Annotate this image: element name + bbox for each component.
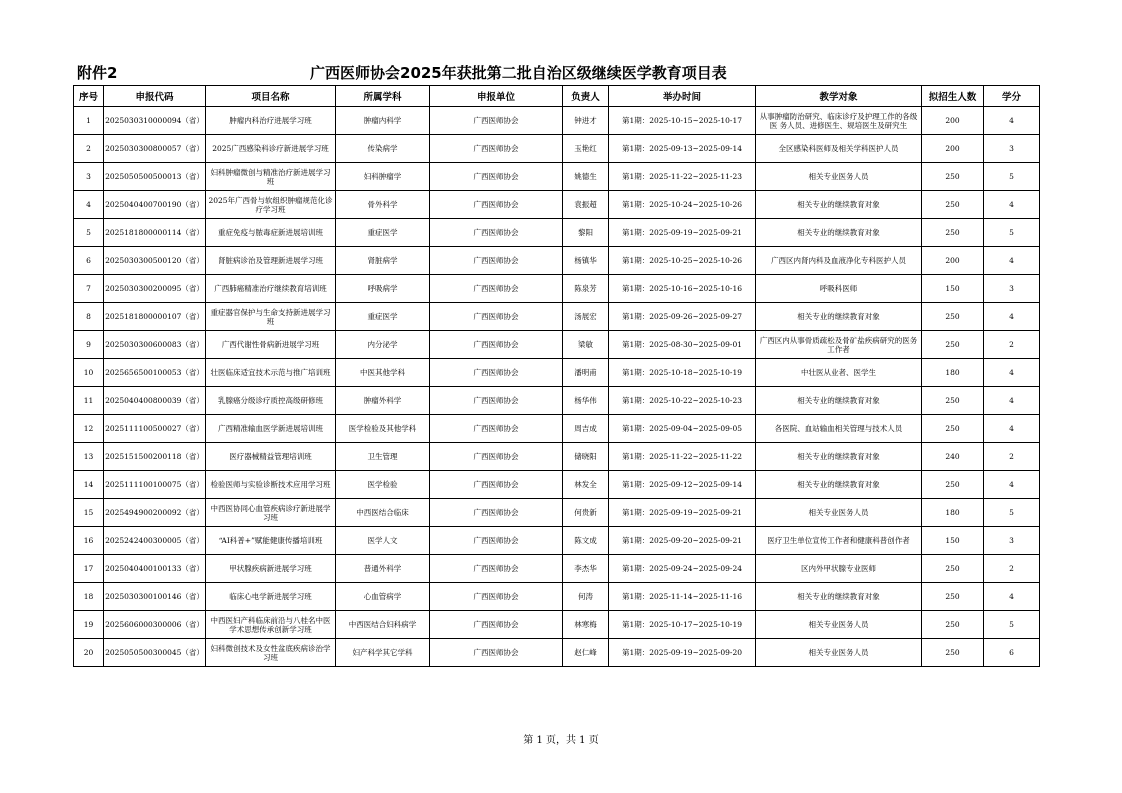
cell-code: 2025111100100075（省） bbox=[104, 471, 206, 499]
cell-discipline: 医学人文 bbox=[336, 527, 430, 555]
table-row bbox=[74, 303, 1040, 331]
cell-unit: 广西医师协会 bbox=[430, 191, 563, 219]
column-header-seq: 序号 bbox=[74, 86, 104, 107]
cell-target: 相关专业医务人员 bbox=[756, 639, 922, 667]
cell-time: 第1期：2025-09-19~2025-09-21 bbox=[609, 219, 756, 247]
cell-seq: 18 bbox=[74, 583, 104, 611]
cell-project: 壮医临床适宜技术示范与推广培训班 bbox=[206, 359, 336, 387]
cell-seq: 2 bbox=[74, 135, 104, 163]
page-title: 广西医师协会2025年获批第二批自治区级继续医学教育项目表 bbox=[310, 64, 727, 82]
cell-code: 2025181800000114（省） bbox=[104, 219, 206, 247]
cell-unit: 广西医师协会 bbox=[430, 219, 563, 247]
cell-code: 2025030300600083（省） bbox=[104, 331, 206, 359]
cell-unit: 广西医师协会 bbox=[430, 275, 563, 303]
cell-project: “AI科普+”赋能健康传播培训班 bbox=[206, 527, 336, 555]
cell-time: 第1期：2025-09-12~2025-09-14 bbox=[609, 471, 756, 499]
cell-discipline: 中西医结合临床 bbox=[336, 499, 430, 527]
cell-target: 相关专业的继续教育对象 bbox=[756, 471, 922, 499]
cell-leader: 杨镇华 bbox=[563, 247, 609, 275]
cell-time: 第1期：2025-10-24~2025-10-26 bbox=[609, 191, 756, 219]
cell-unit: 广西医师协会 bbox=[430, 359, 563, 387]
cell-discipline: 妇科肿瘤学 bbox=[336, 163, 430, 191]
cell-leader: 林寒梅 bbox=[563, 611, 609, 639]
cell-leader: 杨华伟 bbox=[563, 387, 609, 415]
cell-leader: 梁敏 bbox=[563, 331, 609, 359]
cell-leader: 玉艳红 bbox=[563, 135, 609, 163]
cell-credits: 2 bbox=[984, 555, 1040, 583]
attachment-label: 附件2 bbox=[77, 64, 118, 82]
cell-project: 广西代谢性骨病新进展学习班 bbox=[206, 331, 336, 359]
cell-discipline: 骨外科学 bbox=[336, 191, 430, 219]
cell-discipline: 重症医学 bbox=[336, 303, 430, 331]
cell-code: 2025181800000107（省） bbox=[104, 303, 206, 331]
cell-seq: 6 bbox=[74, 247, 104, 275]
cell-code: 2025030300100146（省） bbox=[104, 583, 206, 611]
cell-unit: 广西医师协会 bbox=[430, 471, 563, 499]
cell-project: 广西肺癌精准治疗继续教育培训班 bbox=[206, 275, 336, 303]
cell-credits: 3 bbox=[984, 135, 1040, 163]
cell-credits: 4 bbox=[984, 359, 1040, 387]
cell-time: 第1期：2025-10-25~2025-10-26 bbox=[609, 247, 756, 275]
cell-credits: 5 bbox=[984, 499, 1040, 527]
cell-target: 各医院、血站输血相关管理与技术人员 bbox=[756, 415, 922, 443]
cell-enrollment: 250 bbox=[922, 163, 984, 191]
cell-project: 甲状腺疾病新进展学习班 bbox=[206, 555, 336, 583]
cell-discipline: 肿瘤内科学 bbox=[336, 107, 430, 135]
cell-seq: 4 bbox=[74, 191, 104, 219]
cell-project: 乳腺癌分级诊疗质控高级研修班 bbox=[206, 387, 336, 415]
cell-credits: 4 bbox=[984, 415, 1040, 443]
cell-project: 肿瘤内科治疗进展学习班 bbox=[206, 107, 336, 135]
cell-target: 医疗卫生单位宣传工作者和健康科普创作者 bbox=[756, 527, 922, 555]
cell-unit: 广西医师协会 bbox=[430, 303, 563, 331]
table-row bbox=[74, 499, 1040, 527]
table-row bbox=[74, 247, 1040, 275]
cell-time: 第1期：2025-09-20~2025-09-21 bbox=[609, 527, 756, 555]
cell-credits: 5 bbox=[984, 163, 1040, 191]
cell-time: 第1期：2025-09-24~2025-09-24 bbox=[609, 555, 756, 583]
cell-project: 临床心电学新进展学习班 bbox=[206, 583, 336, 611]
cell-time: 第1期：2025-11-22~2025-11-22 bbox=[609, 443, 756, 471]
cell-unit: 广西医师协会 bbox=[430, 387, 563, 415]
cell-leader: 林发全 bbox=[563, 471, 609, 499]
cell-code: 2025050500300045（省） bbox=[104, 639, 206, 667]
cell-seq: 9 bbox=[74, 331, 104, 359]
cell-code: 2025050500500013（省） bbox=[104, 163, 206, 191]
cell-code: 2025656500100053（省） bbox=[104, 359, 206, 387]
cell-enrollment: 200 bbox=[922, 247, 984, 275]
cell-enrollment: 250 bbox=[922, 331, 984, 359]
cell-discipline: 呼吸病学 bbox=[336, 275, 430, 303]
cell-seq: 19 bbox=[74, 611, 104, 639]
cell-seq: 5 bbox=[74, 219, 104, 247]
table-row bbox=[74, 331, 1040, 359]
cell-leader: 汤展宏 bbox=[563, 303, 609, 331]
cell-code: 2025040400800039（省） bbox=[104, 387, 206, 415]
cell-seq: 17 bbox=[74, 555, 104, 583]
cell-credits: 4 bbox=[984, 387, 1040, 415]
cell-enrollment: 250 bbox=[922, 639, 984, 667]
cell-discipline: 内分泌学 bbox=[336, 331, 430, 359]
cell-leader: 李杰华 bbox=[563, 555, 609, 583]
cell-leader: 黎阳 bbox=[563, 219, 609, 247]
cell-unit: 广西医师协会 bbox=[430, 163, 563, 191]
cell-code: 2025151500200118（省） bbox=[104, 443, 206, 471]
table-row bbox=[74, 219, 1040, 247]
cell-code: 2025111100500027（省） bbox=[104, 415, 206, 443]
cell-target: 相关专业医务人员 bbox=[756, 499, 922, 527]
cell-target: 区内外甲状腺专业医师 bbox=[756, 555, 922, 583]
cell-seq: 14 bbox=[74, 471, 104, 499]
column-header-unit: 申报单位 bbox=[430, 86, 563, 107]
table-row bbox=[74, 359, 1040, 387]
cell-project: 肾脏病诊治及管理新进展学习班 bbox=[206, 247, 336, 275]
column-header-leader: 负责人 bbox=[563, 86, 609, 107]
cell-enrollment: 180 bbox=[922, 359, 984, 387]
cell-unit: 广西医师协会 bbox=[430, 555, 563, 583]
cell-project: 重症免疫与脓毒症新进展培训班 bbox=[206, 219, 336, 247]
cell-enrollment: 200 bbox=[922, 135, 984, 163]
table-row bbox=[74, 611, 1040, 639]
cell-time: 第1期：2025-09-26~2025-09-27 bbox=[609, 303, 756, 331]
column-header-credits: 学分 bbox=[984, 86, 1040, 107]
table-row bbox=[74, 275, 1040, 303]
cell-credits: 5 bbox=[984, 611, 1040, 639]
cell-enrollment: 150 bbox=[922, 275, 984, 303]
cell-leader: 陈泉芳 bbox=[563, 275, 609, 303]
cell-unit: 广西医师协会 bbox=[430, 107, 563, 135]
cell-unit: 广西医师协会 bbox=[430, 611, 563, 639]
cell-enrollment: 240 bbox=[922, 443, 984, 471]
cell-credits: 3 bbox=[984, 275, 1040, 303]
table-row bbox=[74, 527, 1040, 555]
cell-enrollment: 250 bbox=[922, 415, 984, 443]
cell-enrollment: 150 bbox=[922, 527, 984, 555]
cell-target: 广西区内从事骨质疏松及骨矿盐疾病研究的医务工作者 bbox=[756, 331, 922, 359]
cell-project: 中西医协同心血管疾病诊疗新进展学习班 bbox=[206, 499, 336, 527]
cell-seq: 12 bbox=[74, 415, 104, 443]
cell-enrollment: 250 bbox=[922, 583, 984, 611]
cell-seq: 13 bbox=[74, 443, 104, 471]
cell-enrollment: 200 bbox=[922, 107, 984, 135]
table-header-row bbox=[74, 86, 1040, 107]
cell-target: 相关专业的继续教育对象 bbox=[756, 583, 922, 611]
cell-unit: 广西医师协会 bbox=[430, 527, 563, 555]
cell-discipline: 肿瘤外科学 bbox=[336, 387, 430, 415]
cell-time: 第1期：2025-10-17~2025-10-19 bbox=[609, 611, 756, 639]
cell-seq: 8 bbox=[74, 303, 104, 331]
cell-code: 2025030300200095（省） bbox=[104, 275, 206, 303]
table-row bbox=[74, 387, 1040, 415]
cell-code: 2025030300800057（省） bbox=[104, 135, 206, 163]
cell-project: 广西精准输血医学新进展培训班 bbox=[206, 415, 336, 443]
cell-discipline: 医学检验 bbox=[336, 471, 430, 499]
cell-code: 2025242400300005（省） bbox=[104, 527, 206, 555]
cell-project: 妇科肿瘤微创与精准治疗新进展学习班 bbox=[206, 163, 336, 191]
cell-target: 广西区内肾内科及血液净化专科医护人员 bbox=[756, 247, 922, 275]
cell-unit: 广西医师协会 bbox=[430, 583, 563, 611]
cell-unit: 广西医师协会 bbox=[430, 443, 563, 471]
cell-target: 相关专业医务人员 bbox=[756, 163, 922, 191]
table-row bbox=[74, 443, 1040, 471]
cell-time: 第1期：2025-09-19~2025-09-20 bbox=[609, 639, 756, 667]
cell-project: 妇科微创技术及女性盆底疾病诊治学习班 bbox=[206, 639, 336, 667]
cell-target: 相关专业的继续教育对象 bbox=[756, 387, 922, 415]
cell-seq: 16 bbox=[74, 527, 104, 555]
table-row bbox=[74, 639, 1040, 667]
cell-leader: 何涛 bbox=[563, 583, 609, 611]
cell-project: 2025年广西骨与软组织肿瘤规范化诊疗学习班 bbox=[206, 191, 336, 219]
cell-seq: 15 bbox=[74, 499, 104, 527]
table-row bbox=[74, 107, 1040, 135]
cell-credits: 4 bbox=[984, 191, 1040, 219]
cell-leader: 袁振超 bbox=[563, 191, 609, 219]
cell-discipline: 重症医学 bbox=[336, 219, 430, 247]
column-header-project: 项目名称 bbox=[206, 86, 336, 107]
cell-leader: 姚德生 bbox=[563, 163, 609, 191]
cell-leader: 赵仁峰 bbox=[563, 639, 609, 667]
table-row bbox=[74, 163, 1040, 191]
cell-time: 第1期：2025-10-18~2025-10-19 bbox=[609, 359, 756, 387]
cell-credits: 4 bbox=[984, 303, 1040, 331]
column-header-discipline: 所属学科 bbox=[336, 86, 430, 107]
cell-target: 相关专业医务人员 bbox=[756, 611, 922, 639]
cell-credits: 4 bbox=[984, 471, 1040, 499]
cell-discipline: 妇产科学其它学科 bbox=[336, 639, 430, 667]
cell-credits: 2 bbox=[984, 331, 1040, 359]
column-header-enrollment: 拟招生人数 bbox=[922, 86, 984, 107]
cell-unit: 广西医师协会 bbox=[430, 415, 563, 443]
cell-discipline: 中西医结合妇科病学 bbox=[336, 611, 430, 639]
table-row bbox=[74, 555, 1040, 583]
column-header-time: 举办时间 bbox=[609, 86, 756, 107]
cell-project: 医疗器械精益管理培训班 bbox=[206, 443, 336, 471]
cell-project: 中西医妇产科临床前沿与八桂名中医学术思想传承创新学习班 bbox=[206, 611, 336, 639]
cell-seq: 20 bbox=[74, 639, 104, 667]
cell-code: 2025040400700190（省） bbox=[104, 191, 206, 219]
cell-leader: 潘明甫 bbox=[563, 359, 609, 387]
cell-unit: 广西医师协会 bbox=[430, 499, 563, 527]
cell-credits: 4 bbox=[984, 107, 1040, 135]
cell-leader: 钟进才 bbox=[563, 107, 609, 135]
cell-unit: 广西医师协会 bbox=[430, 247, 563, 275]
table-row bbox=[74, 415, 1040, 443]
column-header-code: 申报代码 bbox=[104, 86, 206, 107]
cell-project: 检验医师与实验诊断技术应用学习班 bbox=[206, 471, 336, 499]
cell-leader: 何贵新 bbox=[563, 499, 609, 527]
cell-project: 重症器官保护与生命支持新进展学习班 bbox=[206, 303, 336, 331]
cell-discipline: 中医其他学科 bbox=[336, 359, 430, 387]
cell-unit: 广西医师协会 bbox=[430, 135, 563, 163]
cell-credits: 4 bbox=[984, 247, 1040, 275]
cell-discipline: 医学检验及其他学科 bbox=[336, 415, 430, 443]
cell-discipline: 肾脏病学 bbox=[336, 247, 430, 275]
cell-unit: 广西医师协会 bbox=[430, 331, 563, 359]
cell-credits: 4 bbox=[984, 583, 1040, 611]
cell-target: 相关专业的继续教育对象 bbox=[756, 303, 922, 331]
cell-time: 第1期：2025-11-22~2025-11-23 bbox=[609, 163, 756, 191]
cell-seq: 3 bbox=[74, 163, 104, 191]
cell-credits: 5 bbox=[984, 219, 1040, 247]
cell-project: 2025广西感染科诊疗新进展学习班 bbox=[206, 135, 336, 163]
cell-enrollment: 250 bbox=[922, 387, 984, 415]
cell-target: 全区感染科医师及相关学科医护人员 bbox=[756, 135, 922, 163]
cell-code: 2025040400100133（省） bbox=[104, 555, 206, 583]
cell-target: 中壮医从业者、医学生 bbox=[756, 359, 922, 387]
cell-target: 相关专业的继续教育对象 bbox=[756, 443, 922, 471]
cell-target: 呼吸科医师 bbox=[756, 275, 922, 303]
cell-enrollment: 250 bbox=[922, 471, 984, 499]
cell-unit: 广西医师协会 bbox=[430, 639, 563, 667]
cell-target: 从事肿瘤防治研究、临床诊疗及护理工作的各级医 务人员、进修医生、规培医生及研究生 bbox=[756, 107, 922, 135]
page-footer: 第 1 页，共 1 页 bbox=[523, 735, 599, 746]
cell-discipline: 普通外科学 bbox=[336, 555, 430, 583]
cell-enrollment: 250 bbox=[922, 611, 984, 639]
cell-time: 第1期：2025-09-13~2025-09-14 bbox=[609, 135, 756, 163]
cell-time: 第1期：2025-09-04~2025-09-05 bbox=[609, 415, 756, 443]
cell-seq: 10 bbox=[74, 359, 104, 387]
table-row bbox=[74, 471, 1040, 499]
cell-enrollment: 250 bbox=[922, 555, 984, 583]
cell-time: 第1期：2025-10-16~2025-10-16 bbox=[609, 275, 756, 303]
cell-seq: 11 bbox=[74, 387, 104, 415]
table-row bbox=[74, 135, 1040, 163]
table-row bbox=[74, 191, 1040, 219]
cell-credits: 3 bbox=[984, 527, 1040, 555]
cell-time: 第1期：2025-11-14~2025-11-16 bbox=[609, 583, 756, 611]
cell-time: 第1期：2025-10-15~2025-10-17 bbox=[609, 107, 756, 135]
cell-leader: 储晓阳 bbox=[563, 443, 609, 471]
cell-target: 相关专业的继续教育对象 bbox=[756, 191, 922, 219]
cell-credits: 6 bbox=[984, 639, 1040, 667]
cell-target: 相关专业的继续教育对象 bbox=[756, 219, 922, 247]
cell-credits: 2 bbox=[984, 443, 1040, 471]
cell-discipline: 传染病学 bbox=[336, 135, 430, 163]
cell-code: 2025030300500120（省） bbox=[104, 247, 206, 275]
cell-enrollment: 250 bbox=[922, 219, 984, 247]
cell-code: 2025030310000094（省） bbox=[104, 107, 206, 135]
cell-seq: 7 bbox=[74, 275, 104, 303]
cell-code: 2025494900200092（省） bbox=[104, 499, 206, 527]
cell-discipline: 心血管病学 bbox=[336, 583, 430, 611]
project-table bbox=[73, 85, 1040, 667]
cell-leader: 陈文成 bbox=[563, 527, 609, 555]
cell-time: 第1期：2025-09-19~2025-09-21 bbox=[609, 499, 756, 527]
cell-leader: 周吉成 bbox=[563, 415, 609, 443]
cell-seq: 1 bbox=[74, 107, 104, 135]
cell-enrollment: 180 bbox=[922, 499, 984, 527]
column-header-target: 教学对象 bbox=[756, 86, 922, 107]
cell-discipline: 卫生管理 bbox=[336, 443, 430, 471]
cell-enrollment: 250 bbox=[922, 191, 984, 219]
cell-code: 2025606000300006（省） bbox=[104, 611, 206, 639]
cell-time: 第1期：2025-08-30~2025-09-01 bbox=[609, 331, 756, 359]
cell-time: 第1期：2025-10-22~2025-10-23 bbox=[609, 387, 756, 415]
cell-enrollment: 250 bbox=[922, 303, 984, 331]
table-row bbox=[74, 583, 1040, 611]
